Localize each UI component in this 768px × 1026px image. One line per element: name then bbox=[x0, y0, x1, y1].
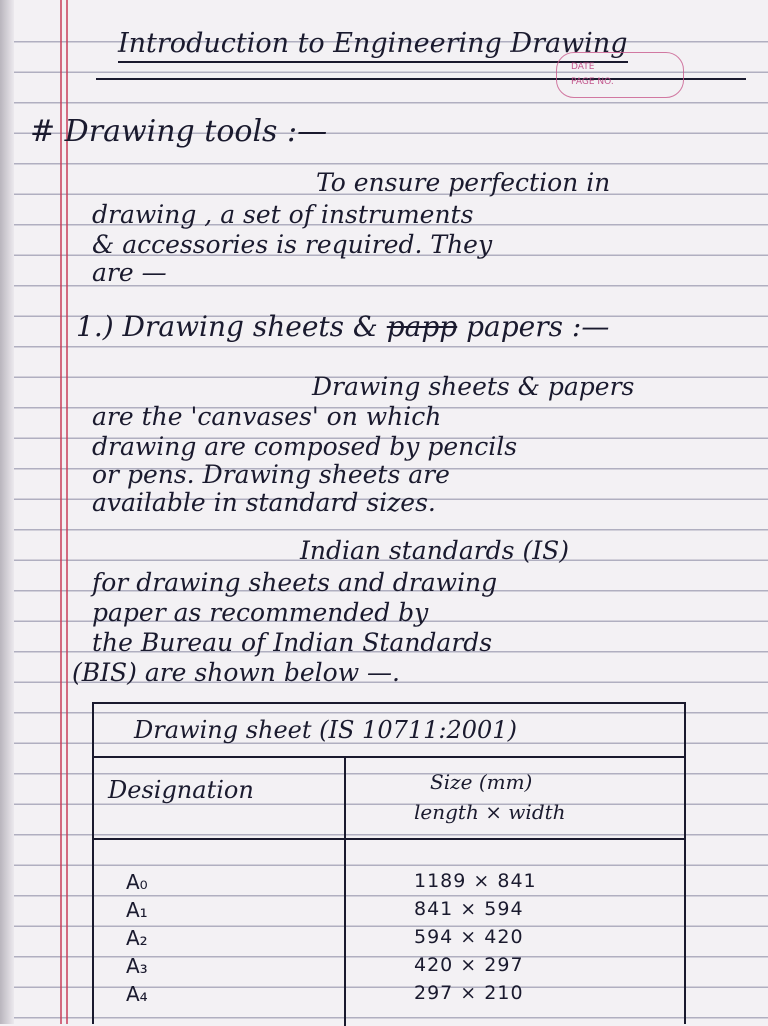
row-designation: A₁ bbox=[126, 898, 148, 922]
table-row bbox=[94, 982, 684, 1010]
para2-line1: Drawing sheets & papers bbox=[312, 372, 635, 401]
para3-line2: for drawing sheets and drawing bbox=[92, 568, 498, 597]
date-label: DATE bbox=[571, 62, 595, 72]
page-title: Introduction to Engineering Drawing bbox=[118, 28, 628, 63]
header-designation: Designation bbox=[108, 776, 254, 804]
binding-shadow bbox=[0, 0, 14, 1024]
row-designation: A₃ bbox=[126, 954, 148, 978]
table-title: Drawing sheet (IS 10711:2001) bbox=[134, 716, 517, 744]
table-row bbox=[94, 870, 684, 898]
table-divider bbox=[94, 756, 684, 758]
heading-drawing-sheets bbox=[76, 310, 609, 343]
para2-line5: available in standard sizes. bbox=[92, 488, 436, 517]
table-row bbox=[94, 898, 684, 926]
heading2-prefix: 1.) Drawing sheets & bbox=[76, 310, 378, 343]
header-dimensions: length × width bbox=[414, 800, 566, 824]
row-designation: A₀ bbox=[126, 870, 148, 894]
table-row bbox=[94, 954, 684, 982]
row-size: 841 × 594 bbox=[414, 898, 524, 920]
row-size: 594 × 420 bbox=[414, 926, 524, 948]
para3-line4: the Bureau of Indian Standards bbox=[92, 628, 493, 657]
para3-line3: paper as recommended by bbox=[92, 598, 429, 627]
para2-line3: drawing are composed by pencils bbox=[92, 432, 518, 461]
para3-line5: (BIS) are shown below —. bbox=[72, 658, 400, 687]
date-stamp bbox=[556, 52, 684, 98]
para3-line1: Indian standards (IS) bbox=[300, 536, 569, 565]
para1-line3: & accessories is required. They bbox=[92, 230, 493, 259]
header-size: Size (mm) bbox=[430, 770, 533, 794]
para2-line2: are the 'canvases' on which bbox=[92, 402, 442, 431]
margin-line bbox=[60, 0, 62, 1024]
heading-drawing-tools: # Drawing tools :— bbox=[30, 114, 328, 149]
row-size: 297 × 210 bbox=[414, 982, 524, 1004]
row-designation: A₄ bbox=[126, 982, 148, 1006]
para2-line4: or pens. Drawing sheets are bbox=[92, 460, 450, 489]
para1-line1: To ensure perfection in bbox=[316, 168, 611, 197]
para1-line4: are — bbox=[92, 258, 167, 287]
sheet-sizes-table bbox=[92, 702, 686, 1024]
row-designation: A₂ bbox=[126, 926, 148, 950]
table-header-divider bbox=[94, 838, 684, 840]
heading2-struck: papp bbox=[386, 310, 458, 343]
row-size: 1189 × 841 bbox=[414, 870, 537, 892]
page-no-label: PAGE NO. bbox=[571, 77, 614, 87]
table-row bbox=[94, 926, 684, 954]
row-size: 420 × 297 bbox=[414, 954, 524, 976]
heading2-suffix: papers :— bbox=[466, 310, 610, 343]
margin-line bbox=[66, 0, 68, 1024]
para1-line2: drawing , a set of instruments bbox=[92, 200, 474, 229]
